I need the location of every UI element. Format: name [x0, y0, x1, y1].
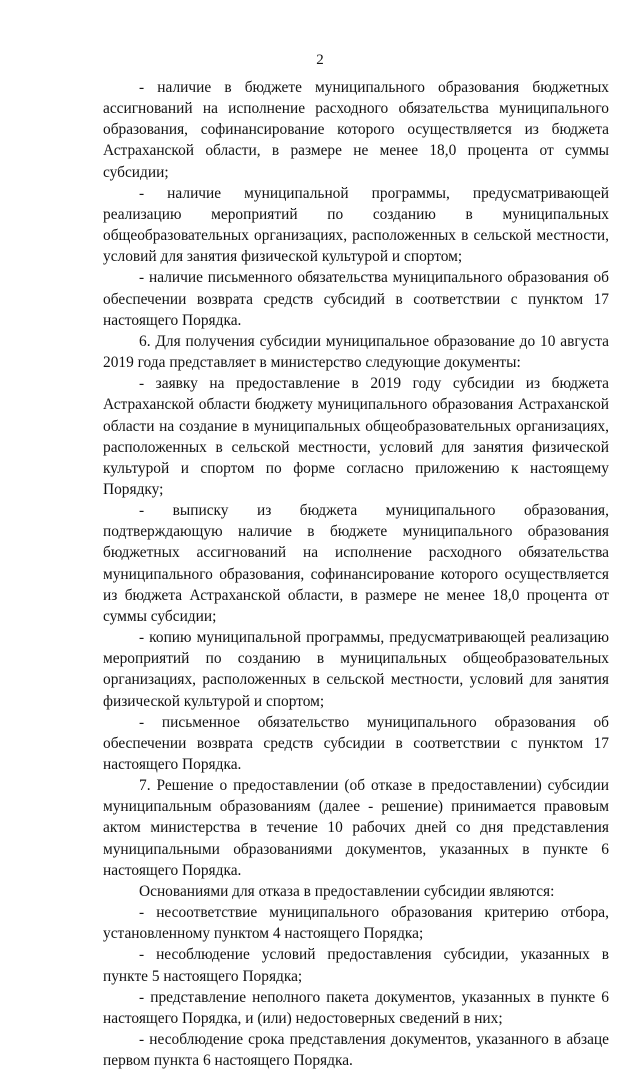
paragraph-written-obligation-document: - письменное обязательство муниципального образования об обеспечении возврата средств субсидии в соответствии с пунктом 17 настоящего Порядка. — [103, 713, 609, 773]
paragraph-application-document: - заявку на предоставление в 2019 году субсидии из бюджета Астраханской области бюджету муниципального образования Астраханской области на создание в муниципальных общеобразовательных организациях, расположенных в сельской местности, условий для занятия физической культурой и спортом по форме согласно приложению к настоящему Порядку; — [103, 375, 609, 498]
page-number: 2 — [316, 52, 324, 68]
paragraph-budget-extract-document: - выписку из бюджета муниципального образования, подтверждающую наличие в бюджете муниципального образования бюджетных ассигнований на исполнение расходного обязательства муниципального образования, софинансирование которого осуществляется из бюджета Астраханской области, в размере не менее 18,0 процента от суммы субсидии; — [103, 502, 609, 625]
document-body — [103, 77, 609, 1071]
paragraph-budget-allocation-condition: - наличие в бюджете муниципального образования бюджетных ассигнований на исполнение расходного обязательства муниципального образования, софинансирование которого осуществляется из бюджета Астраханской области, в размере не менее 18,0 процента от суммы субсидии; — [103, 79, 609, 181]
paragraph-refusal-grounds-heading: Основаниями для отказа в предоставлении субсидии являются: — [139, 882, 555, 900]
paragraph-municipal-program-condition: - наличие муниципальной программы, предусматривающей реализацию мероприятий по созданию в муниципальных общеобразовательных организациях, расположенных в сельской местности, условий для занятия физической культурой и спортом; — [103, 184, 609, 266]
paragraph-refusal-criteria-mismatch: - несоответствие муниципального образования критерию отбора, установленному пунктом 4 настоящего Порядка; — [103, 904, 609, 943]
paragraph-refund-obligation-condition: - наличие письменного обязательства муниципального образования об обеспечении возврата средств субсидий в соответствии с пунктом 17 настоящего Порядка. — [103, 269, 609, 329]
paragraph-program-copy-document: - копию муниципальной программы, предусматривающей реализацию мероприятий по созданию в муниципальных общеобразовательных организациях, расположенных в сельской местности, условий для занятия физической культурой и спортом; — [103, 629, 609, 710]
paragraph-refusal-conditions-breach: - несоблюдение условий предоставления субсидии, указанных в пункте 5 настоящего Порядка; — [103, 946, 609, 985]
paragraph-item-7-decision: 7. Решение о предоставлении (об отказе в предоставлении) субсидии муниципальным образованиям (далее - решение) принимается правовым актом министерства в течение 10 рабочих дней со дня представления муниципальными образованиями документов, указанных в пункте 6 настоящего Порядка. — [103, 777, 609, 879]
paragraph-refusal-deadline-breach: - несоблюдение срока представления документов, указанного в абзаце первом пункта 6 настоящего Порядка. — [103, 1031, 609, 1070]
paragraph-refusal-incomplete-documents: - представление неполного пакета документов, указанных в пункте 6 настоящего Порядка, и (или) недостоверных сведений в них; — [103, 988, 609, 1027]
paragraph-item-6-documents: 6. Для получения субсидии муниципальное образование до 10 августа 2019 года представляет в министерство следующие документы: — [103, 332, 609, 372]
